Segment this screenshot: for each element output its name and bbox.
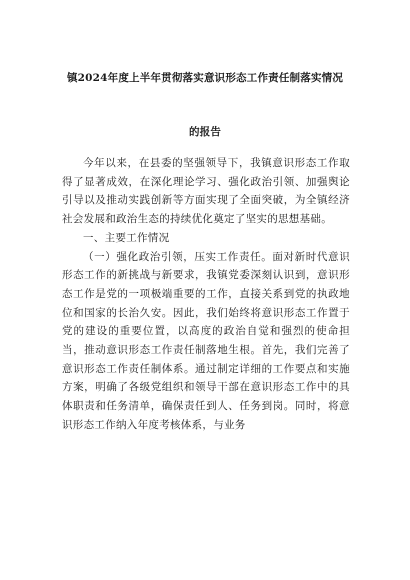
section-heading: 一、主要工作情况 xyxy=(83,231,170,244)
document-title-continuation: 的报告 xyxy=(188,126,222,138)
intro-paragraph: 今年以来，在县委的坚强领导下，我镇意识形态工作取得了显著成效，在深化理论学习、强化政治引领、加强舆论引导以及推动实践创新等方面实现了全面突破，为全镇经济社会发展和政治生态的持续优化奠定了坚实的思想基础。 xyxy=(62,157,350,226)
document-title: 镇2024年度上半年贯彻落实意识形态工作责任制落实情况 xyxy=(66,72,344,84)
body-paragraph: （一）强化政治引领，压实工作责任。面对新时代意识形态工作的新挑战与新要求，我镇党委深刻认识到，意识形态工作是党的一项极端重要的工作，直接关系到党的执政地位和国家的长治久安。因此，我们始终将意识形态工作置于党的建设的重要位置，以高度的政治自觉和强烈的使命担当，推动意识形态工作责任制落地生根。首先，我们完善了意识形态工作责任制体系。通过制定详细的工作要点和实施方案，明确了各级党组织和领导干部在意识形态工作中的具体职责和任务清单，确保责任到人、任务到岗。同时，将意识形态工作纳入年度考核体系，与业务 xyxy=(62,250,350,431)
document-body xyxy=(62,154,350,435)
